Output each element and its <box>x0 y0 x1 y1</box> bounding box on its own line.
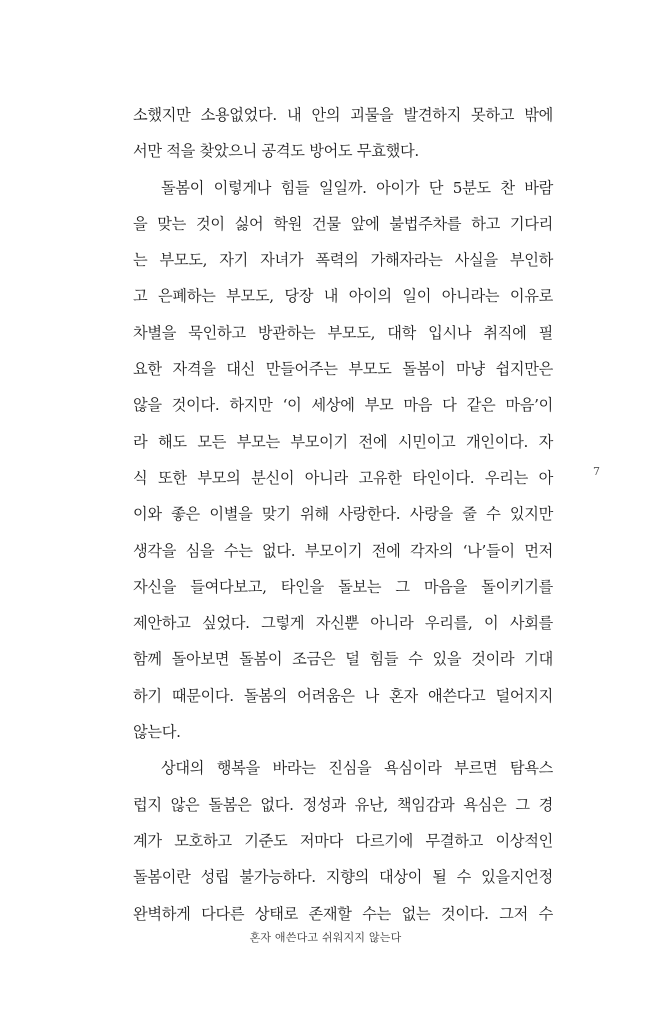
text-line: 않는다. <box>133 723 181 742</box>
body-text <box>133 97 553 932</box>
text-line: 을 맞는 것이 싫어 학원 건물 앞에 불법주차를 하고 기다리 <box>133 214 553 233</box>
text-line: 소했지만 소용없었다. 내 안의 괴물을 발견하지 못하고 밖에 <box>133 106 553 124</box>
text-line: 계가 모호하고 기준도 저마다 다르기에 무결하고 이상적인 <box>133 831 553 850</box>
text-line: 상대의 행복을 바라는 진심을 욕심이라 부르면 탐욕스 <box>161 759 553 778</box>
text-line: 라 해도 모든 부모는 부모이기 전에 시민이고 개인이다. 자 <box>133 432 553 451</box>
text-line: 않을 것이다. 하지만 ‘이 세상에 부모 마음 다 같은 마음’이 <box>133 396 553 415</box>
page-number: 7 <box>593 465 600 478</box>
running-footer: 혼자 애쓴다고 쉬워지지 않는다 <box>249 931 402 944</box>
text-line: 생각을 심을 수는 없다. 부모이기 전에 각자의 ‘나’들이 먼저 <box>133 541 553 560</box>
text-line: 는 부모도, 자기 자녀가 폭력의 가해자라는 사실을 부인하 <box>133 251 553 270</box>
text-line: 함께 돌아보면 돌봄이 조금은 덜 힘들 수 있을 것이라 기대 <box>133 650 553 669</box>
text-line: 요한 자격을 대신 만들어주는 부모도 돌봄이 마냥 쉽지만은 <box>133 360 553 379</box>
text-line: 돌봄이 이렇게나 힘들 일일까. 아이가 단 5분도 찬 바람 <box>161 178 553 197</box>
text-line: 차별을 묵인하고 방관하는 부모도, 대학 입시나 취직에 필 <box>133 323 553 342</box>
text-line: 식 또한 부모의 분신이 아니라 고유한 타인이다. 우리는 아 <box>133 468 553 487</box>
text-line: 럽지 않은 돌봄은 없다. 정성과 유난, 책임감과 욕심은 그 경 <box>133 795 553 814</box>
text-line: 완벽하게 다다른 상태로 존재할 수는 없는 것이다. 그저 수 <box>133 904 553 923</box>
text-line: 서만 적을 찾았으니 공격도 방어도 무효했다. <box>133 142 419 161</box>
text-line: 돌봄이란 성립 불가능하다. 지향의 대상이 될 수 있을지언정 <box>133 868 553 887</box>
text-line: 제안하고 싶었다. 그렇게 자신뿐 아니라 우리를, 이 사회를 <box>133 614 553 633</box>
text-line: 이와 좋은 이별을 맞기 위해 사랑한다. 사랑을 줄 수 있지만 <box>133 505 553 524</box>
text-line: 자신을 들여다보고, 타인을 돌보는 그 마음을 돌이키기를 <box>133 577 553 596</box>
text-line: 하기 때문이다. 돌봄의 어려움은 나 혼자 애쓴다고 덜어지지 <box>133 686 553 705</box>
text-line: 고 은폐하는 부모도, 당장 내 아이의 일이 아니라는 이유로 <box>133 287 553 306</box>
